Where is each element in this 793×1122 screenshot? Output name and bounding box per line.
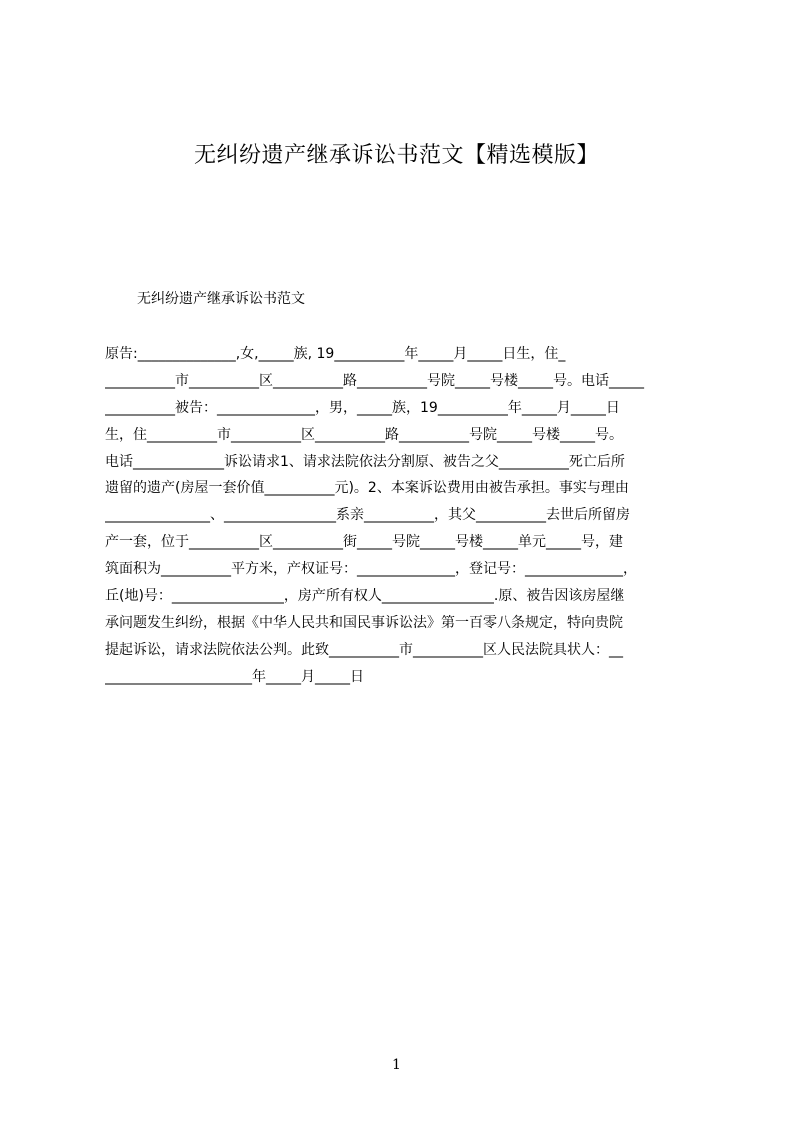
body-line: 产一套，位于__________区__________街_____号院_____号楼_____单元_____号，建 [105,534,623,551]
body-line: __________市__________区__________路__________号院_____号楼_____号。电话_____ [105,372,644,389]
body-line: 生，住__________市__________区__________路__________号院_____号楼_____号。 [105,426,623,443]
body-line: __________被告：______________，男，_____族，19__________年_____月_____日 [105,399,620,416]
document-body [105,341,697,691]
body-line: 筑面积为__________平方米，产权证号：______________，登记号：______________， [105,561,637,578]
document-title: 无纠纷遗产继承诉讼书范文【精选模版】 [193,143,599,168]
body-line: _____________________年_____月_____日 [105,668,364,685]
body-line: 丘(地)号：________________，房产所有权人________________.原、被告因该房屋继 [105,588,625,605]
body-line: _______________、________________系亲__________，其父__________去世后所留房 [105,507,630,524]
page-number: 1 [392,1057,401,1073]
body-line: 原告:______________,女,_____族, 19__________年_____月_____日生，住_ [105,346,566,362]
body-line: 遗留的遗产(房屋一套价值__________元)。2、本案诉讼费用由被告承担。事实与理由 [105,480,629,497]
body-line: 电话_____________诉讼请求1、请求法院依法分割原、被告之父__________死亡后所 [105,453,625,470]
document-subtitle: 无纠纷遗产继承诉讼书范文 [137,291,305,307]
body-line: 提起诉讼，请求法院依法公判。此致__________市__________区人民法院具状人：__ [105,641,623,658]
body-line: 承问题发生纠纷，根据《中华人民共和国民事诉讼法》第一百零八条规定，特向贵院 [105,614,623,631]
